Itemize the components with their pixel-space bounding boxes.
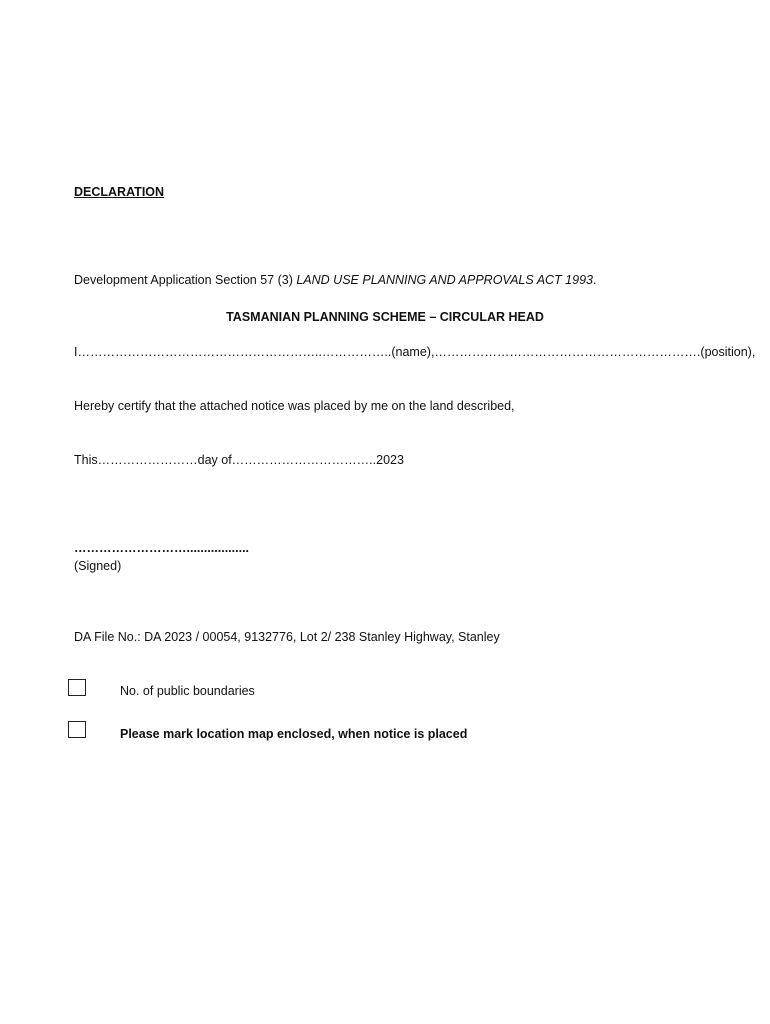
signature-line: ………………………..................	[74, 541, 250, 555]
date-line: This……………………day of……………………………..2023	[74, 453, 404, 467]
declaration-heading: DECLARATION	[74, 185, 165, 199]
signed-label: (Signed)	[74, 559, 122, 573]
act-title: LAND USE PLANNING AND APPROVALS ACT 1993	[296, 273, 593, 287]
name-position-line: I…………………………………………………..……………..(name),……………………………………………………….(position),	[74, 345, 756, 359]
scheme-subheading: TASMANIAN PLANNING SCHEME – CIRCULAR HEAD	[226, 310, 544, 324]
certify-statement: Hereby certify that the attached notice was placed by me on the land described,	[74, 399, 515, 413]
public-boundaries-checkbox[interactable]	[68, 679, 86, 696]
intro-line	[74, 272, 596, 288]
intro-prefix: Development Application Section 57 (3)	[74, 273, 297, 287]
da-file-number: DA File No.: DA 2023 / 00054, 9132776, Lot 2/ 238 Stanley Highway, Stanley	[74, 630, 500, 644]
intro-suffix: .	[593, 273, 597, 287]
location-map-checkbox[interactable]	[68, 721, 86, 738]
location-map-label: Please mark location map enclosed, when notice is placed	[120, 727, 468, 741]
public-boundaries-label: No. of public boundaries	[120, 684, 255, 698]
